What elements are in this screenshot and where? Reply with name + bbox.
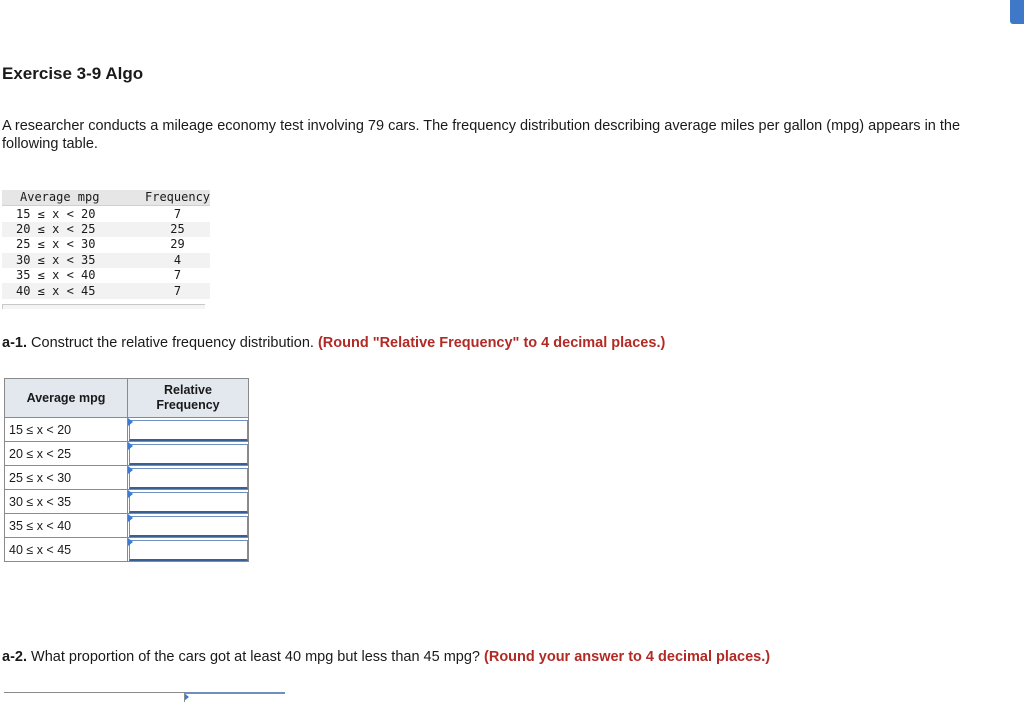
relative-frequency-input-4[interactable] [129,492,248,513]
range-cell: 15 ≤ x < 20 [5,418,128,442]
header-average-mpg: Average mpg [2,190,145,206]
question-a1-label: a-1. [2,335,27,351]
range-cell: 35 ≤ x < 40 [5,514,128,538]
question-a1 [2,335,665,351]
range-cell: 25 ≤ x < 30 [5,466,128,490]
question-a1-text: Construct the relative frequency distribution. [27,335,318,351]
question-a2-hint: (Round your answer to 4 decimal places.) [484,649,771,665]
relative-frequency-input-3[interactable] [129,468,248,489]
input-marker-icon [128,538,133,546]
question-a2-label: a-2. [2,649,27,665]
input-marker-icon [128,442,133,450]
relative-frequency-table [4,378,249,562]
relative-frequency-input-1[interactable] [129,420,248,441]
range-cell: 20 ≤ x < 25 [2,222,145,237]
range-cell: 40 ≤ x < 45 [2,283,145,298]
table-row [5,466,249,490]
range-cell: 20 ≤ x < 25 [5,442,128,466]
input-marker-icon [128,514,133,522]
frequency-cell: 7 [173,206,182,221]
table-row [2,237,210,252]
frequency-cell: 7 [173,268,182,283]
question-a2-text: What proportion of the cars got at least 40 mpg but less than 45 mpg? [27,649,485,665]
input-marker-icon [128,418,133,426]
header-relative-frequency-label: Relative Frequency [156,383,220,412]
range-cell: 15 ≤ x < 20 [16,206,96,221]
table-row [5,418,249,442]
table-row [5,514,249,538]
input-cell [128,490,249,514]
frequency-cell: 7 [145,283,210,298]
answer-table-header [5,379,249,418]
proportion-input[interactable] [184,692,285,702]
range-cell: 35 ≤ x < 40 [16,268,96,283]
header-relative-frequency [128,379,249,418]
header-frequency: Frequency [145,190,211,205]
frequency-table-header [2,190,210,206]
page-title: Exercise 3-9 Algo [2,64,144,83]
table-scrollbar[interactable] [2,304,205,309]
table-row [5,442,249,466]
question-a2 [2,649,770,665]
input-cell [128,466,249,490]
input-marker-icon [128,490,133,498]
range-cell: 25 ≤ x < 30 [16,237,96,252]
input-cell [128,514,249,538]
table-row [5,538,249,562]
problem-intro: A researcher conducts a mileage economy test involving 79 cars. The frequency distribution describing average miles per gallon (mpg) appears in the following table. [2,118,961,152]
header-average-mpg: Average mpg [5,379,128,418]
range-cell: 30 ≤ x < 35 [2,253,145,268]
input-cell [128,418,249,442]
input-marker-icon [128,466,133,474]
table-row [2,268,210,283]
table-row [5,490,249,514]
relative-frequency-input-2[interactable] [129,444,248,465]
frequency-cell: 29 [170,237,185,252]
relative-frequency-input-6[interactable] [129,540,248,561]
range-cell: 30 ≤ x < 35 [5,490,128,514]
table-row [2,222,210,237]
range-cell: 40 ≤ x < 45 [5,538,128,562]
relative-frequency-input-5[interactable] [129,516,248,537]
table-row [2,283,210,298]
frequency-cell: 4 [145,253,210,268]
corner-tab[interactable] [1010,0,1024,24]
frequency-table [2,190,210,299]
input-cell [128,538,249,562]
table-row [2,206,210,222]
table-row [2,253,210,268]
question-a1-hint: (Round "Relative Frequency" to 4 decimal places.) [317,335,666,351]
input-cell [128,442,249,466]
frequency-cell: 25 [145,222,210,237]
